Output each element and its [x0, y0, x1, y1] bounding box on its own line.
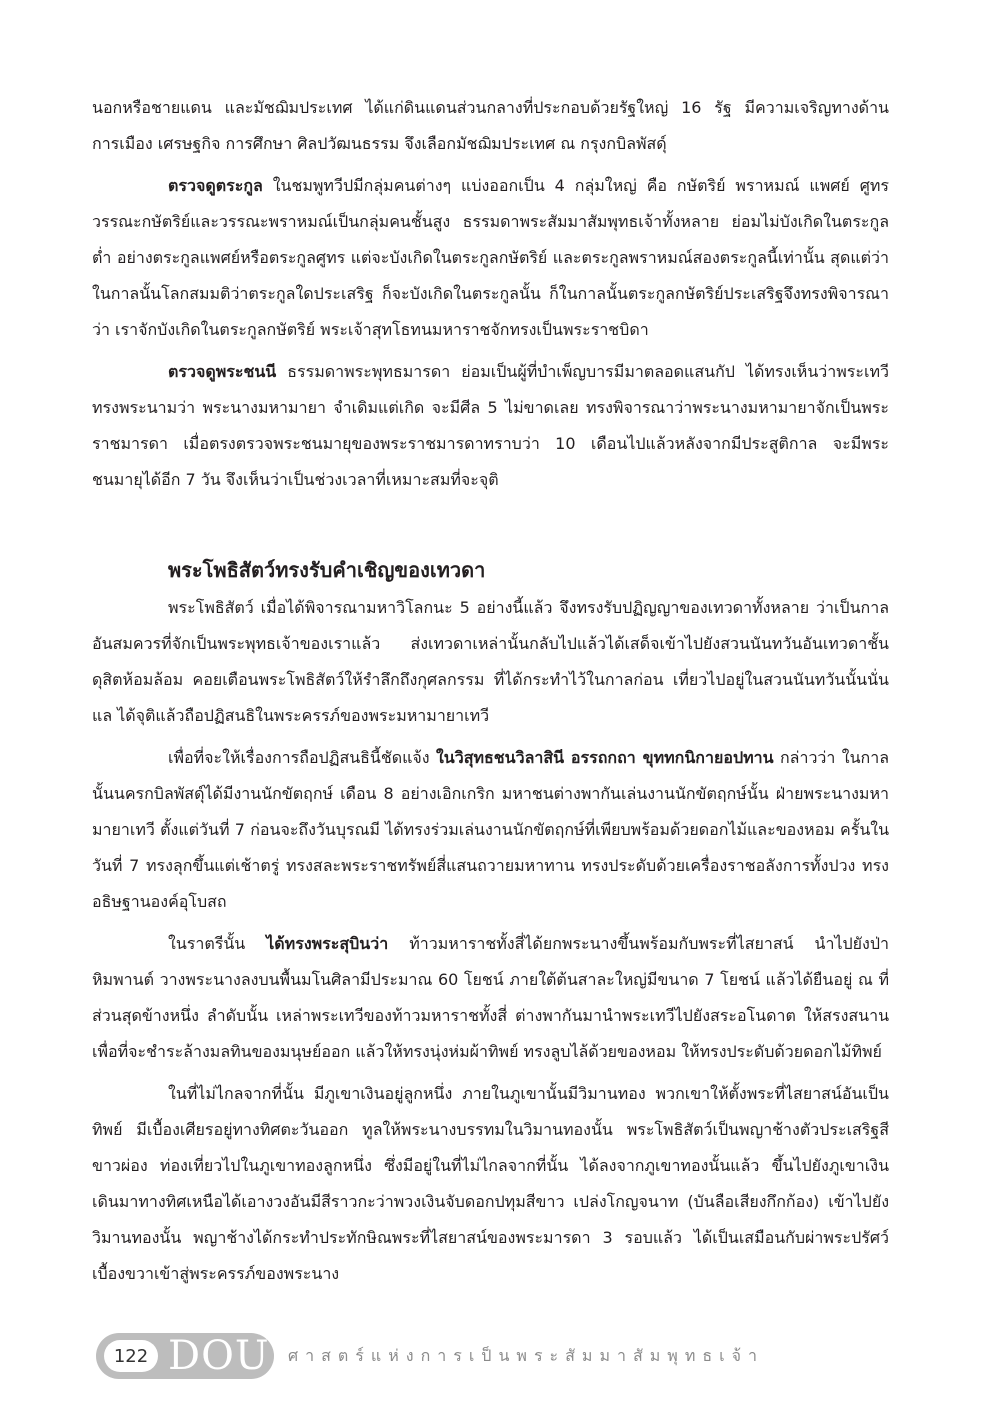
paragraph-1: นอกหรือชายแดน และมัชฌิมประเทศ ได้แก่ดินแดนส่วนกลางที่ประกอบด้วยรัฐใหญ่ 16 รัฐ มีความเจริญทางด้าน การเมือง เศรษฐกิจ การศึกษา ศิลปวัฒนธรรม จึงเลือกมัชฌิมประเทศ ณ กรุงกบิลพัสดุ์	[92, 98, 889, 153]
course-title: ศาสตร์แห่งการเป็นพระสัมมาสัมพุทธเจ้า	[288, 1345, 764, 1365]
dou-logo: DOU	[168, 1333, 270, 1379]
source-citation: ในวิสุทธชนวิลาสินี อรรถกถา ขุททกนิกายอปทาน	[435, 748, 774, 767]
page-footer	[96, 1332, 764, 1380]
paragraph-lineage	[92, 168, 889, 348]
page-body	[92, 90, 889, 1292]
paragraph-mother	[92, 354, 889, 498]
mother-heading: ตรวจดูพระชนนี	[168, 362, 277, 381]
page-number: 122	[104, 1340, 158, 1372]
paragraph-acceptance: พระโพธิสัตว์ เมื่อได้พิจารณามหาวิโลกนะ 5 อย่างนี้แล้ว จึงทรงรับปฏิญญาของเทวดาทั้งหลาย ว่าเป็นกาลอันสมควรที่จักเป็นพระพุทธเจ้าของเราแล้ว ส่งเทวดาเหล่านั้นกลับไปแล้วได้เสด็จเข้าไปยังสวนนันทวันอันเทวดาชั้นดุสิตห้อมล้อม คอยเตือนพระโพธิสัตว์ให้รำลึกถึงกุศลกรรม ที่ได้กระทำไว้ในกาลก่อน เที่ยวไปอยู่ในสวนนันทวันนั้นนั่นแล ได้จุติแล้วถือปฏิสนธิในพระครรภ์ของพระมหามายาเทวี	[92, 598, 889, 725]
paragraph-dream	[92, 926, 889, 1070]
conception-text-a: เพื่อที่จะให้เรื่องการถือปฏิสนธินี้ชัดแจ้ง	[168, 748, 436, 767]
dream-text-a: ในราตรีนั้น	[168, 934, 267, 953]
dream-heading: ได้ทรงพระสุบินว่า	[266, 934, 389, 953]
footer-badge	[96, 1333, 274, 1379]
paragraph-conception	[92, 740, 889, 920]
dream-text-b: ท้าวมหาราชทั้งสี่ได้ยกพระนางขึ้นพร้อมกับพระที่ไสยาสน์ นำไปยังป่าหิมพานต์ วางพระนางลงบนพื้นมโนศิลามีประมาณ 60 โยชน์ ภายใต้ต้นสาละใหญ่มีขนาด 7 โยชน์ แล้วได้ยืนอยู่ ณ ที่ส่วนสุดข้างหนึ่ง ลำดับนั้น เหล่าพระเทวีของท้าวมหาราชทั้งสี่ ต่างพากันมานำพระเทวีไปยังสระอโนดาต ให้สรงสนานเพื่อที่จะชำระล้างมลทินของมนุษย์ออก แล้วให้ทรงนุ่งห่มผ้าทิพย์ ทรงลูบไล้ด้วยของหอม ให้ทรงประดับด้วยดอกไม้ทิพย์	[92, 934, 890, 1061]
mother-text: ธรรมดาพระพุทธมารดา ย่อมเป็นผู้ที่บำเพ็ญบารมีมาตลอดแสนกัป ได้ทรงเห็นว่าพระเทวี ทรงพระนามว่า พระนางมหามายา จำเดิมแต่เกิด จะมีศีล 5 ไม่ขาดเลย ทรงพิจารณาว่าพระนางมหามายาจักเป็นพระราชมารดา เมื่อตรงตรวจพระชนมายุของพระราชมารดาทราบว่า 10 เดือนไปแล้วหลังจากมีประสูติกาล จะมีพระชนมายุได้อีก 7 วัน จึงเห็นว่าเป็นช่วงเวลาที่เหมาะสมที่จะจุติ	[92, 362, 889, 489]
paragraph-elephant: ในที่ไม่ไกลจากที่นั้น มีภูเขาเงินอยู่ลูกหนึ่ง ภายในภูเขานั้นมีวิมานทอง พวกเขาให้ตั้งพระที่ไสยาสน์อันเป็นทิพย์ มีเบื้องเศียรอยู่ทางทิศตะวันออก ทูลให้พระนางบรรทมในวิมานทองนั้น พระโพธิสัตว์เป็นพญาช้างตัวประเสริฐสีขาวผ่อง ท่องเที่ยวไปในภูเขาทองลูกหนึ่ง ซึ่งมีอยู่ในที่ไม่ไกลจากที่นั้น ได้ลงจากภูเขาทองนั้นแล้ว ขึ้นไปยังภูเขาเงิน เดินมาทางทิศเหนือได้เอางวงอันมีสีราวกะว่าพวงเงินจับดอกปทุมสีขาว เปล่งโกญจนาท (บันลือเสียงกึกก้อง) เข้าไปยังวิมานทองนั้น พญาช้างได้กระทำประทักษิณพระที่ไสยาสน์ของพระมารดา 3 รอบแล้ว ได้เป็นเสมือนกับผ่าพระปรัศว์เบื้องขวาเข้าสู่พระครรภ์ของพระนาง	[92, 1084, 889, 1283]
lineage-heading: ตรวจดูตระกูล	[168, 176, 263, 195]
lineage-text: ในชมพูทวีปมีกลุ่มคนต่างๆ แบ่งออกเป็น 4 กลุ่มใหญ่ คือ กษัตริย์ พราหมณ์ แพศย์ ศูทร วรรณะกษัตริย์และวรรณะพราหมณ์เป็นกลุ่มคนชั้นสูง ธรรมดาพระสัมมาสัมพุทธเจ้าทั้งหลาย ย่อมไม่บังเกิดในตระกูลต่ำ อย่างตระกูลแพศย์หรือตระกูลศูทร แต่จะบังเกิดในตระกูลกษัตริย์ และตระกูลพราหมณ์สองตระกูลนี้เท่านั้น สุดแต่ว่าในกาลนั้นโลกสมมติว่าตระกูลใดประเสริฐ ก็จะบังเกิดในตระกูลนั้น ก็ในกาลนั้นตระกูลกษัตริย์ประเสริฐจึงทรงพิจารณาว่า เราจักบังเกิดในตระกูลกษัตริย์ พระเจ้าสุทโธทนมหาราชจักทรงเป็นพระราชบิดา	[92, 176, 889, 339]
conception-text-b: กล่าวว่า ในกาลนั้นนครกบิลพัสดุ์ได้มีงานนักขัตฤกษ์ เดือน 8 อย่างเอิกเกริก มหาชนต่างพากันเล่นงานนักขัตฤกษ์นั้น ฝ่ายพระนางมหามายาเทวี ตั้งแต่วันที่ 7 ก่อนจะถึงวันบุรณมี ได้ทรงร่วมเล่นงานนักขัตฤกษ์ที่เพียบพร้อมด้วยดอกไม้และของหอม ครั้นในวันที่ 7 ทรงลุกขึ้นแต่เช้าตรู่ ทรงสละพระราชทรัพย์สี่แสนถวายมหาทาน ทรงประดับด้วยเครื่องราชอลังการทั้งปวง ทรงอธิษฐานองค์อุโบสถ	[92, 748, 890, 911]
section-heading: พระโพธิสัตว์ทรงรับคำเชิญของเทวดา	[168, 558, 486, 582]
